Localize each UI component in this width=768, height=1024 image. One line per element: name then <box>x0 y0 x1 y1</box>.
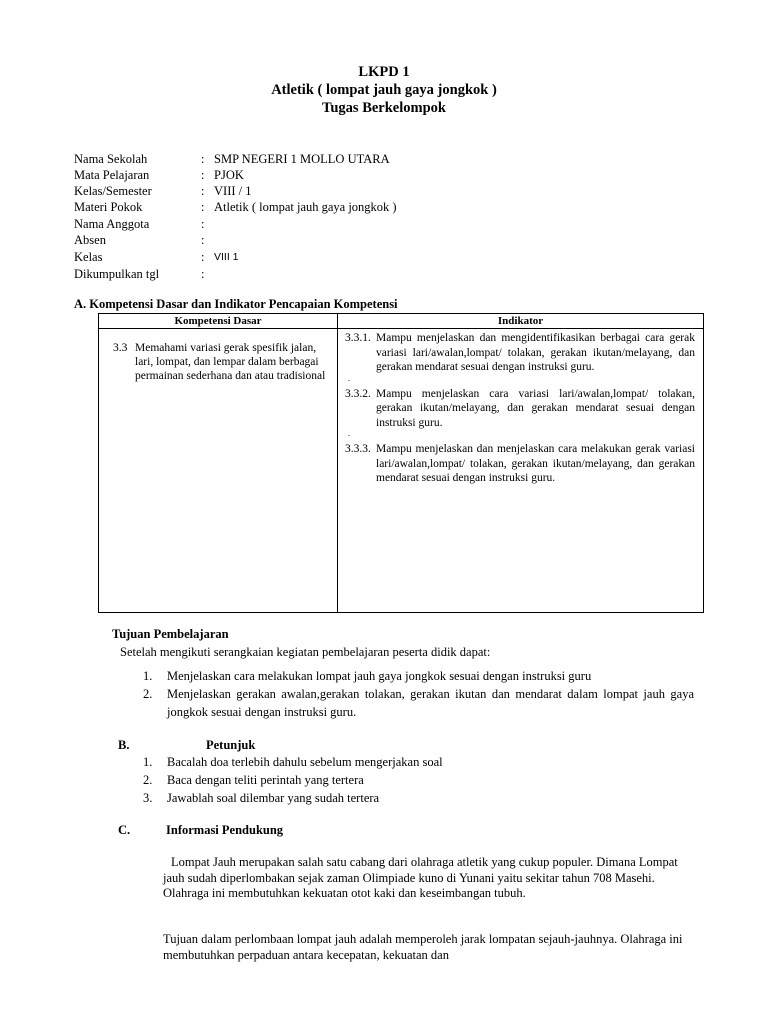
column-header-kd: Kompetensi Dasar <box>99 314 338 329</box>
section-b-letter: B. <box>118 738 130 752</box>
list-item <box>143 685 694 721</box>
section-c-letter: C. <box>118 823 131 837</box>
info-paragraph-2: Tujuan dalam perlombaan lompat jauh adalah memperoleh jarak lompatan sejauh-jauhnya. Olahraga ini membutuhkan perpaduan antara kecepatan, kekuatan dan <box>163 932 683 962</box>
kd-text: Memahami variasi gerak spesifik jalan, lari, lompat, dan lempar dalam berbagai permainan sederhana dan atau tradisional <box>135 342 326 382</box>
identity-separator: : <box>201 250 205 264</box>
list-item <box>143 667 694 685</box>
info-paragraph-1: Lompat Jauh merupakan salah satu cabang dari olahraga atletik yang cukup populer. Dimana Lompat jauh sudah diperlombakan sejak zaman Olimpiade kuno di Yunani yaitu sekitar tahun 708 Masehi. Olahraga ini membutuhkan kekuatan otot kaki dan keseimbangan tubuh. <box>163 855 678 900</box>
identity-label: Nama Sekolah <box>74 152 148 166</box>
competency-table <box>98 313 704 613</box>
indicator-text: Mampu menjelaskan dan menjelaskan cara melakukan gerak variasi lari/awalan,lompat/ tolakan, gerakan ikutan/melayang, dan gerakan mendarat sesuai dengan instruksi guru. <box>376 443 695 484</box>
identity-value: VIII / 1 <box>214 184 252 198</box>
indicator-number: 3.3.1. <box>345 332 371 344</box>
identity-label: Dikumpulkan tgl <box>74 267 160 281</box>
indicator-text: Mampu menjelaskan dan mengidentifikasikan berbagai cara gerak variasi lari/awalan,lompat/ tolakan, gerakan ikutan/melayang, dan gerakan mendarat sesuai dengan instruksi guru. <box>376 332 695 373</box>
identity-label: Mata Pelajaran <box>74 168 150 182</box>
identity-separator: : <box>201 217 205 231</box>
indicator-number: 3.3.2. <box>345 387 371 400</box>
list-number: 2. <box>143 773 153 787</box>
list-item <box>143 753 694 771</box>
indicator-dot: . <box>348 373 350 383</box>
identity-value: Atletik ( lompat jauh gaya jongkok ) <box>214 200 397 214</box>
learning-goals-intro: Setelah mengikuti serangkaian kegiatan pembelajaran peserta didik dapat: <box>120 645 491 659</box>
learning-goals-list <box>143 667 694 721</box>
list-text: Menjelaskan gerakan awalan,gerakan tolakan, gerakan ikutan dan mendarat dalam lompat jauh gaya jongkok sesuai dengan instruksi guru. <box>167 687 694 719</box>
section-c-title: Informasi Pendukung <box>166 823 284 837</box>
identity-separator: : <box>201 267 205 281</box>
kd-number: 3.3 <box>113 342 128 354</box>
identity-label: Nama Anggota <box>74 217 150 231</box>
list-number: 1. <box>143 669 153 683</box>
identity-label: Kelas/Semester <box>74 184 152 198</box>
instructions-list <box>143 753 694 807</box>
indicator-number: 3.3.3. <box>345 443 371 455</box>
indicator-item <box>338 442 703 486</box>
identity-label: Absen <box>74 233 106 247</box>
identity-separator: : <box>201 152 205 166</box>
indicator-item <box>338 387 703 431</box>
list-item <box>143 771 694 789</box>
kd-cell <box>99 329 338 613</box>
worksheet-task-type: Tugas Berkelompok <box>322 100 446 116</box>
identity-separator: : <box>201 184 205 198</box>
list-text: Baca dengan teliti perintah yang tertera <box>167 773 364 787</box>
identity-value: PJOK <box>214 168 244 182</box>
list-text: Jawablah soal dilembar yang sudah tertera <box>167 791 380 805</box>
identity-separator: : <box>201 168 205 182</box>
column-header-indicator: Indikator <box>338 314 704 329</box>
learning-goals-title: Tujuan Pembelajaran <box>112 627 229 641</box>
identity-value: VIII 1 <box>214 251 239 263</box>
identity-separator: : <box>201 200 205 214</box>
identity-value: SMP NEGERI 1 MOLLO UTARA <box>214 152 390 166</box>
identity-label: Kelas <box>74 250 103 264</box>
indicator-item <box>338 331 703 375</box>
worksheet-title: LKPD 1 <box>358 64 410 80</box>
indicator-text: Mampu menjelaskan cara variasi lari/awalan,lompat/ tolakan, gerakan ikutan/melayang, dan gerakan mendarat sesuai dengan instruksi guru. <box>376 387 695 429</box>
section-a-title: A. Kompetensi Dasar dan Indikator Pencapaian Kompetensi <box>74 297 398 311</box>
list-number: 1. <box>143 755 153 769</box>
identity-separator: : <box>201 233 205 247</box>
list-number: 2. <box>143 687 153 701</box>
list-text: Menjelaskan cara melakukan lompat jauh gaya jongkok sesuai dengan instruksi guru <box>167 669 592 683</box>
list-number: 3. <box>143 791 153 805</box>
identity-label: Materi Pokok <box>74 200 143 214</box>
list-item <box>143 789 694 807</box>
section-b-title: Petunjuk <box>206 738 256 752</box>
indicator-dot: . <box>348 429 350 438</box>
indicator-cell <box>338 329 704 613</box>
worksheet-subtitle: Atletik ( lompat jauh gaya jongkok ) <box>271 82 497 98</box>
list-text: Bacalah doa terlebih dahulu sebelum mengerjakan soal <box>167 755 443 769</box>
